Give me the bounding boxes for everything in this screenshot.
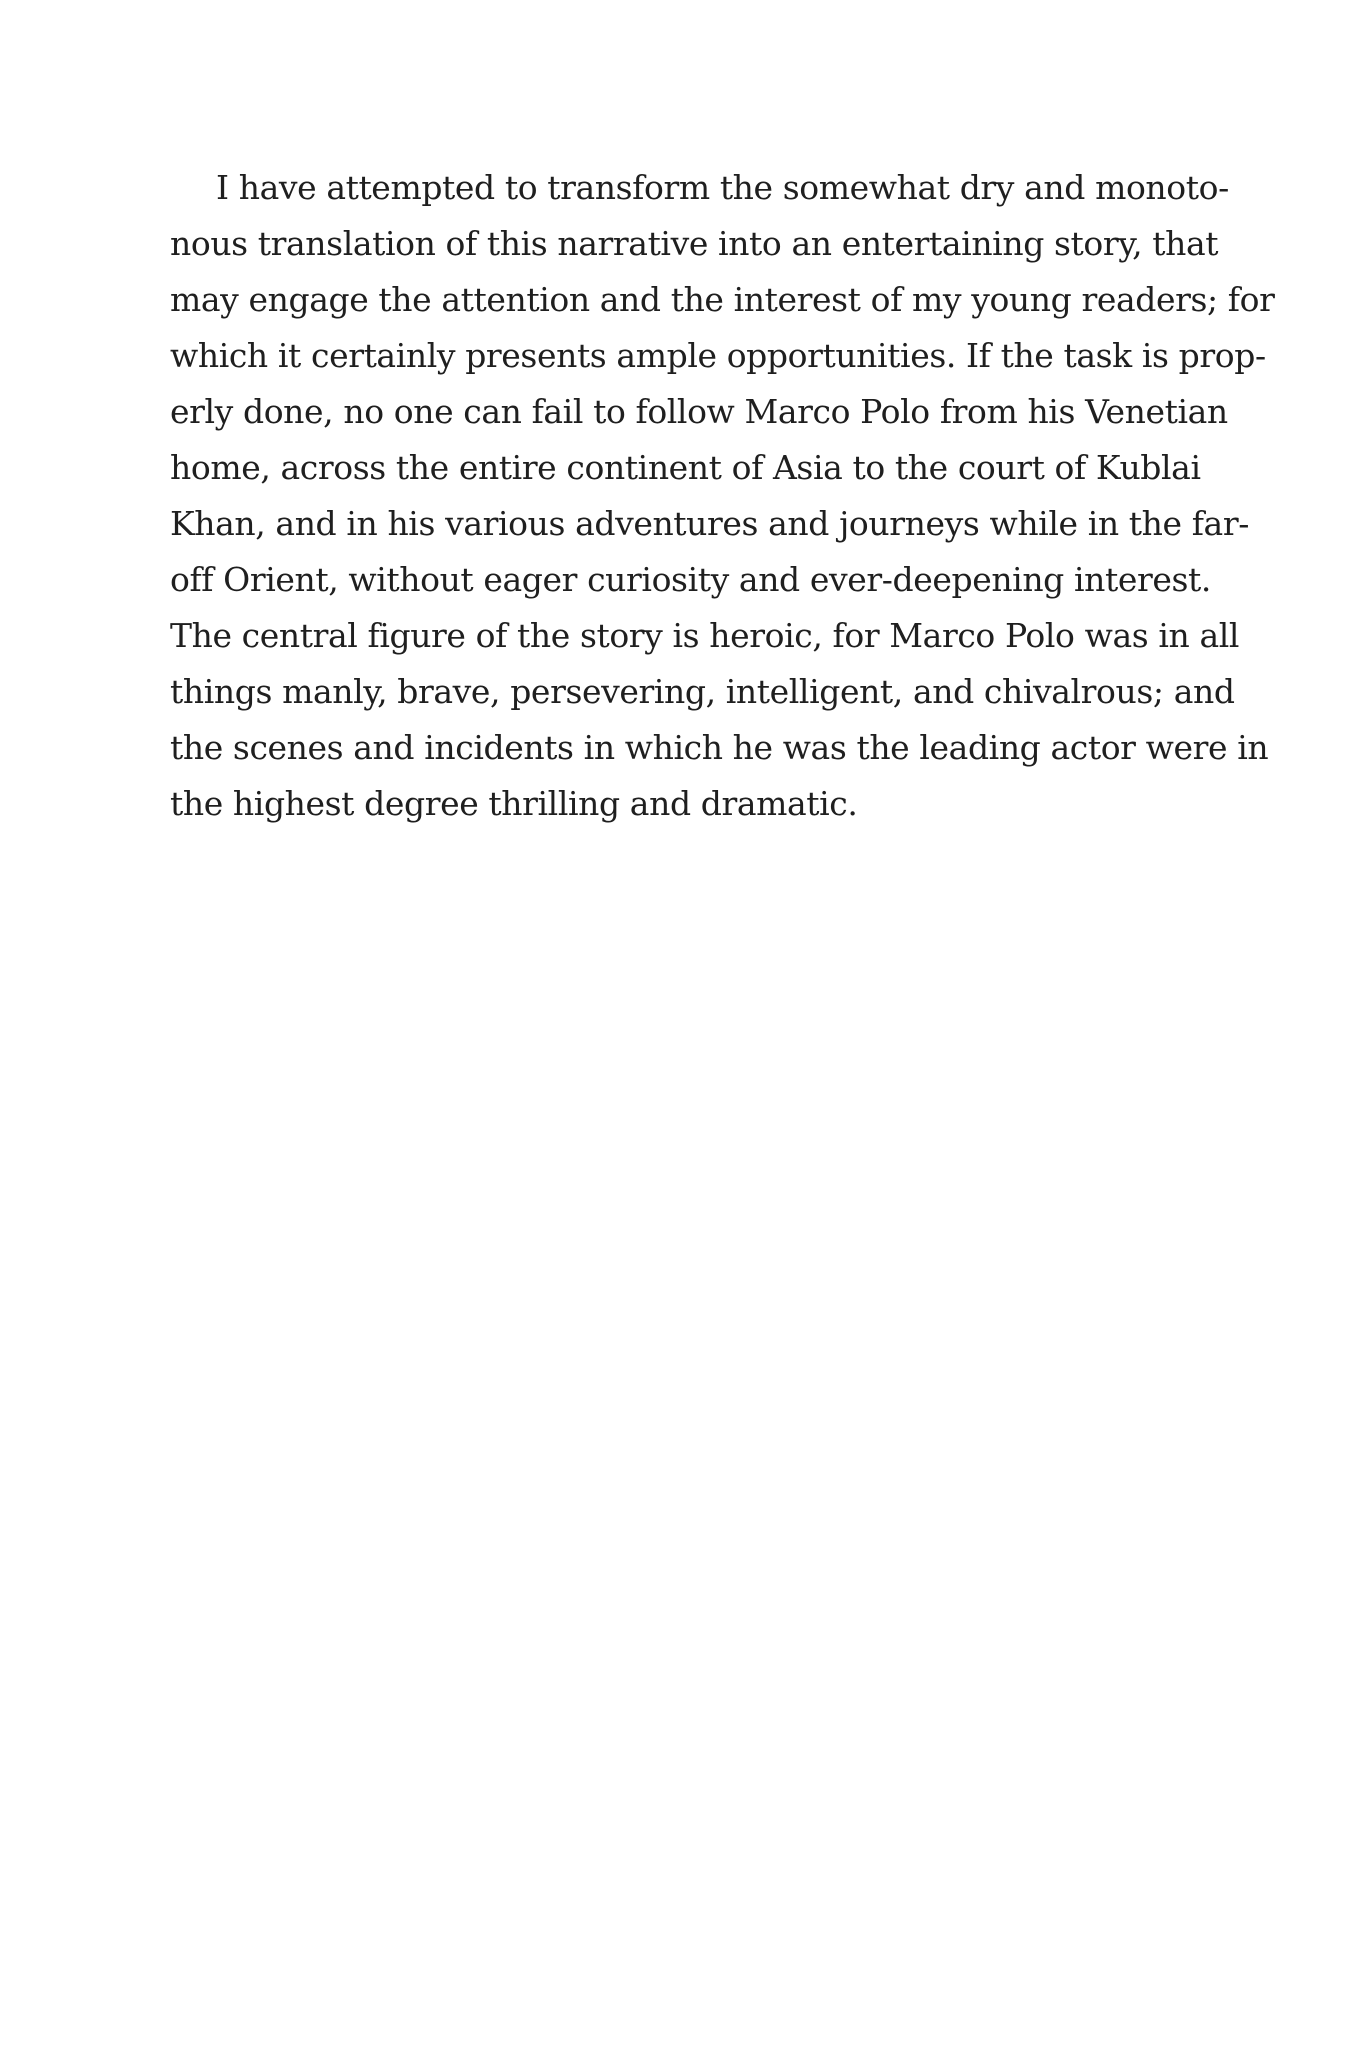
body-paragraph bbox=[170, 160, 1275, 832]
paragraph-line: home, across the entire continent of Asia to the court of Kublai bbox=[170, 448, 1201, 487]
paragraph-line: the highest degree thrilling and dramatic. bbox=[170, 784, 858, 823]
paragraph-line: I have attempted to transform the somewhat dry and monoto- bbox=[216, 168, 1229, 207]
paragraph-line: may engage the attention and the interest of my young readers; for bbox=[170, 280, 1275, 319]
paragraph-line: which it certainly presents ample opportunities. If the task is prop- bbox=[170, 336, 1266, 375]
paragraph-line: off Orient, without eager curiosity and ever-deepening interest. bbox=[170, 560, 1211, 599]
paragraph-line: The central figure of the story is heroic, for Marco Polo was in all bbox=[170, 616, 1240, 655]
paragraph-line: nous translation of this narrative into an entertaining story, that bbox=[170, 224, 1219, 263]
paragraph-line: erly done, no one can fail to follow Marco Polo from his Venetian bbox=[170, 392, 1228, 431]
paragraph-line: Khan, and in his various adventures and journeys while in the far- bbox=[170, 504, 1249, 543]
paragraph-line: things manly, brave, persevering, intelligent, and chivalrous; and bbox=[170, 672, 1235, 711]
paragraph-line: the scenes and incidents in which he was the leading actor were in bbox=[170, 728, 1269, 767]
